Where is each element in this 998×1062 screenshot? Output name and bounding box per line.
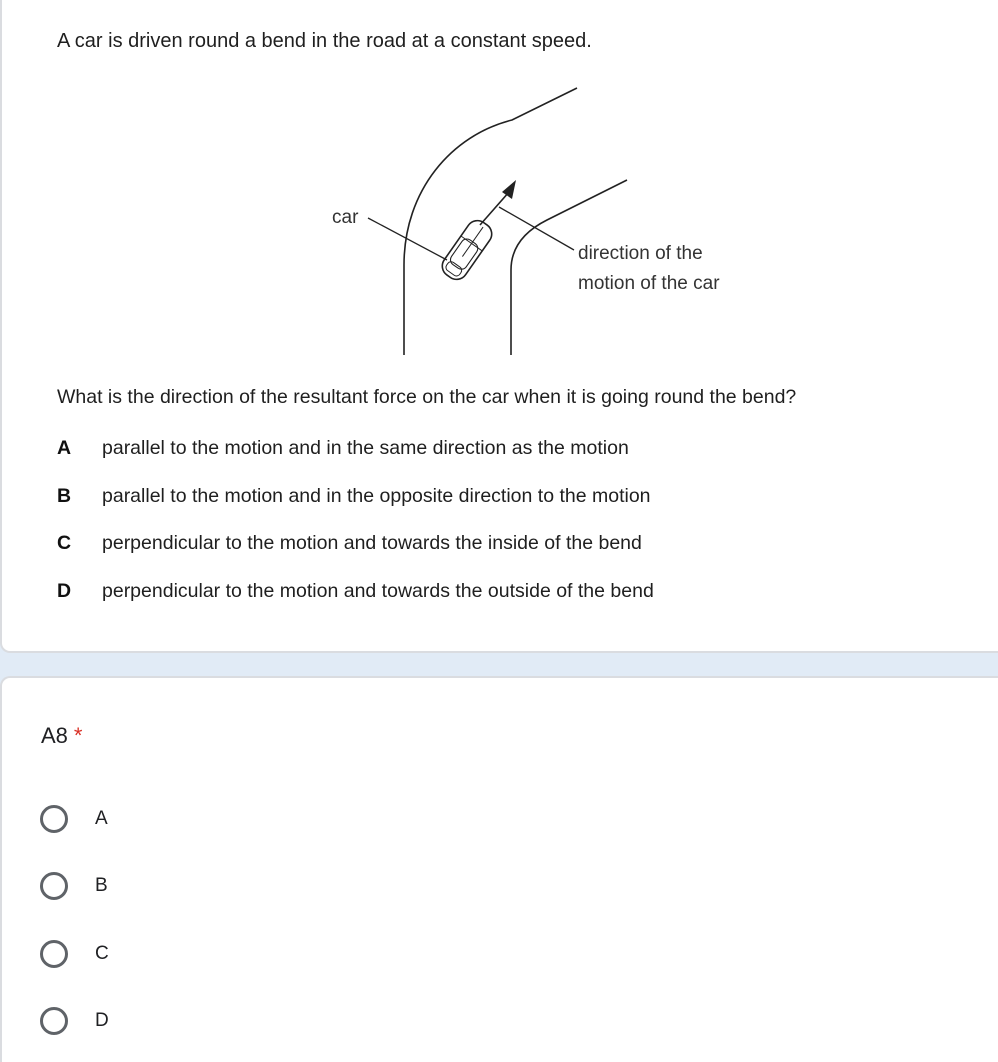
car-bend-diagram bbox=[302, 80, 782, 370]
question-option-a bbox=[57, 437, 654, 485]
radio-button-icon[interactable] bbox=[40, 872, 68, 900]
option-letter: A bbox=[57, 437, 72, 459]
diagram-label-car: car bbox=[332, 207, 359, 228]
option-letter: D bbox=[57, 579, 72, 602]
radio-option-c[interactable] bbox=[40, 920, 109, 988]
required-asterisk: * bbox=[73, 723, 83, 748]
option-text: perpendicular to the motion and towards the inside of the bend bbox=[102, 532, 642, 554]
radio-button-icon[interactable] bbox=[40, 1007, 68, 1035]
radio-option-d[interactable] bbox=[40, 988, 109, 1056]
question-number: A8 bbox=[41, 723, 68, 748]
diagram-label-direction-1: direction of the bbox=[578, 243, 703, 264]
radio-label[interactable]: A bbox=[95, 807, 108, 829]
option-letter: B bbox=[57, 484, 72, 507]
question-option-d bbox=[57, 580, 654, 628]
answer-question-title bbox=[41, 723, 82, 749]
diagram-label-direction-2: motion of the car bbox=[578, 273, 720, 294]
radio-label[interactable]: B bbox=[95, 875, 108, 897]
answer-card bbox=[0, 676, 998, 1062]
question-option-b bbox=[57, 485, 654, 533]
question-intro: A car is driven round a bend in the road at a constant speed. bbox=[57, 30, 592, 52]
option-text: parallel to the motion and in the same direction as the motion bbox=[102, 437, 629, 459]
option-text: parallel to the motion and in the opposite direction to the motion bbox=[102, 484, 651, 507]
radio-button-icon[interactable] bbox=[40, 940, 68, 968]
question-options-list bbox=[57, 437, 654, 627]
radio-option-b[interactable] bbox=[40, 853, 109, 921]
car-icon bbox=[438, 216, 496, 283]
question-text: What is the direction of the resultant force on the car when it is going round the bend? bbox=[57, 386, 797, 408]
radio-group bbox=[40, 801, 109, 1055]
radio-label[interactable]: C bbox=[95, 942, 109, 964]
radio-label[interactable]: D bbox=[95, 1010, 109, 1032]
radio-option-a[interactable] bbox=[40, 785, 109, 853]
question-option-c bbox=[57, 532, 654, 580]
radio-button-icon[interactable] bbox=[40, 805, 68, 833]
option-letter: C bbox=[57, 532, 72, 554]
option-text: perpendicular to the motion and towards the outside of the bend bbox=[102, 579, 654, 602]
arrow-head-icon bbox=[502, 180, 516, 199]
